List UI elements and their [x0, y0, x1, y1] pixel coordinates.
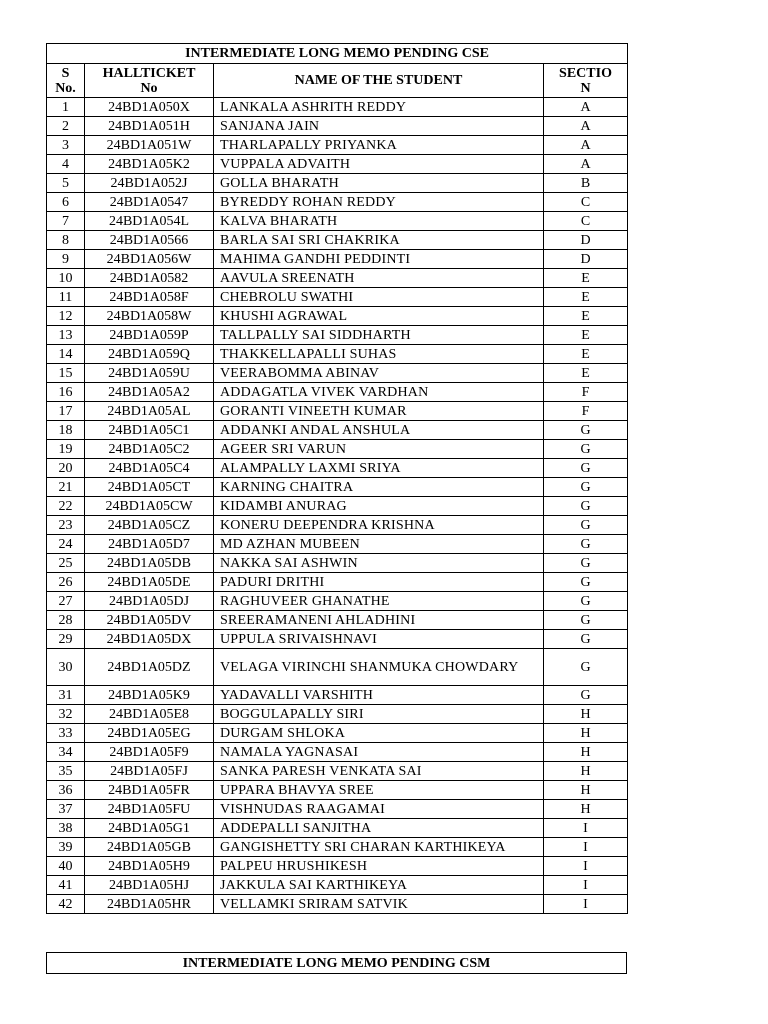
cell-section: G	[544, 630, 628, 649]
cell-sno: 17	[47, 402, 85, 421]
cell-section: G	[544, 459, 628, 478]
cell-section: G	[544, 535, 628, 554]
table-row	[47, 98, 628, 117]
cell-hallticket: 24BD1A05FR	[85, 781, 214, 800]
cell-hallticket: 24BD1A054L	[85, 212, 214, 231]
cell-section: H	[544, 781, 628, 800]
header-sno: S No.	[47, 64, 85, 98]
cell-sno: 9	[47, 250, 85, 269]
csm-table-title: INTERMEDIATE LONG MEMO PENDING CSM	[47, 953, 627, 974]
cell-hallticket: 24BD1A05DZ	[85, 649, 214, 686]
cell-sno: 1	[47, 98, 85, 117]
cell-section: I	[544, 895, 628, 914]
header-section: SECTIO N	[544, 64, 628, 98]
table-row	[47, 554, 628, 573]
cell-sno: 29	[47, 630, 85, 649]
table-row	[47, 288, 628, 307]
cell-section: I	[544, 819, 628, 838]
cell-hallticket: 24BD1A05F9	[85, 743, 214, 762]
cell-student-name: DURGAM SHLOKA	[214, 724, 544, 743]
table-row	[47, 117, 628, 136]
table-row	[47, 762, 628, 781]
cell-student-name: ADDEPALLI SANJITHA	[214, 819, 544, 838]
cell-sno: 22	[47, 497, 85, 516]
cell-section: I	[544, 857, 628, 876]
cell-hallticket: 24BD1A05E8	[85, 705, 214, 724]
cell-sno: 4	[47, 155, 85, 174]
cell-section: F	[544, 383, 628, 402]
cell-hallticket: 24BD1A05C1	[85, 421, 214, 440]
cell-hallticket: 24BD1A05CW	[85, 497, 214, 516]
csm-pending-table	[46, 952, 627, 974]
table-row	[47, 743, 628, 762]
cell-section: D	[544, 250, 628, 269]
cell-hallticket: 24BD1A058W	[85, 307, 214, 326]
cell-sno: 24	[47, 535, 85, 554]
cell-sno: 7	[47, 212, 85, 231]
cell-sno: 36	[47, 781, 85, 800]
cell-section: G	[544, 421, 628, 440]
table-row	[47, 686, 628, 705]
cell-hallticket: 24BD1A05D7	[85, 535, 214, 554]
table-row	[47, 630, 628, 649]
cell-student-name: RAGHUVEER GHANATHE	[214, 592, 544, 611]
cell-student-name: KHUSHI AGRAWAL	[214, 307, 544, 326]
cell-sno: 8	[47, 231, 85, 250]
cell-sno: 34	[47, 743, 85, 762]
table-row	[47, 857, 628, 876]
table-row	[47, 478, 628, 497]
cell-hallticket: 24BD1A05K2	[85, 155, 214, 174]
cell-section: I	[544, 876, 628, 895]
cell-student-name: ADDANKI ANDAL ANSHULA	[214, 421, 544, 440]
cell-student-name: ADDAGATLA VIVEK VARDHAN	[214, 383, 544, 402]
table-row	[47, 819, 628, 838]
cell-student-name: NAKKA SAI ASHWIN	[214, 554, 544, 573]
cell-hallticket: 24BD1A05HJ	[85, 876, 214, 895]
table-row	[47, 459, 628, 478]
cell-hallticket: 24BD1A05K9	[85, 686, 214, 705]
cell-student-name: KALVA BHARATH	[214, 212, 544, 231]
table-row	[47, 212, 628, 231]
cell-student-name: SREERAMANENI AHLADHINI	[214, 611, 544, 630]
cell-hallticket: 24BD1A05DJ	[85, 592, 214, 611]
cell-sno: 38	[47, 819, 85, 838]
cell-hallticket: 24BD1A05DX	[85, 630, 214, 649]
cell-hallticket: 24BD1A051H	[85, 117, 214, 136]
cse-pending-table	[46, 43, 628, 914]
table-row	[47, 781, 628, 800]
table-row	[47, 876, 628, 895]
cell-section: D	[544, 231, 628, 250]
table-row	[47, 174, 628, 193]
cell-student-name: GORANTI VINEETH KUMAR	[214, 402, 544, 421]
cell-hallticket: 24BD1A05C4	[85, 459, 214, 478]
cell-student-name: UPPARA BHAVYA SREE	[214, 781, 544, 800]
cell-student-name: CHEBROLU SWATHI	[214, 288, 544, 307]
cell-section: A	[544, 98, 628, 117]
cse-table-body	[47, 98, 628, 914]
cell-hallticket: 24BD1A05CT	[85, 478, 214, 497]
cell-section: G	[544, 440, 628, 459]
table-row	[47, 364, 628, 383]
header-student-name: NAME OF THE STUDENT	[214, 64, 544, 98]
cell-hallticket: 24BD1A05HR	[85, 895, 214, 914]
cell-hallticket: 24BD1A05AL	[85, 402, 214, 421]
cell-sno: 23	[47, 516, 85, 535]
cell-student-name: THAKKELLAPALLI SUHAS	[214, 345, 544, 364]
cell-sno: 19	[47, 440, 85, 459]
cell-section: C	[544, 193, 628, 212]
table-row	[47, 649, 628, 686]
cell-sno: 6	[47, 193, 85, 212]
cell-student-name: THARLAPALLY PRIYANKA	[214, 136, 544, 155]
cell-student-name: AGEER SRI VARUN	[214, 440, 544, 459]
cell-sno: 11	[47, 288, 85, 307]
cell-sno: 20	[47, 459, 85, 478]
cell-student-name: VUPPALA ADVAITH	[214, 155, 544, 174]
cell-student-name: VELLAMKI SRIRAM SATVIK	[214, 895, 544, 914]
cell-student-name: ALAMPALLY LAXMI SRIYA	[214, 459, 544, 478]
cell-section: H	[544, 705, 628, 724]
table-row	[47, 800, 628, 819]
cell-hallticket: 24BD1A0547	[85, 193, 214, 212]
cell-section: G	[544, 592, 628, 611]
table-row	[47, 895, 628, 914]
cell-sno: 39	[47, 838, 85, 857]
cell-section: G	[544, 497, 628, 516]
cell-hallticket: 24BD1A05DE	[85, 573, 214, 592]
cell-section: H	[544, 800, 628, 819]
cell-student-name: MD AZHAN MUBEEN	[214, 535, 544, 554]
cell-hallticket: 24BD1A05DV	[85, 611, 214, 630]
cell-student-name: BYREDDY ROHAN REDDY	[214, 193, 544, 212]
cell-hallticket: 24BD1A058F	[85, 288, 214, 307]
cell-student-name: MAHIMA GANDHI PEDDINTI	[214, 250, 544, 269]
table-row	[47, 611, 628, 630]
table-row	[47, 193, 628, 212]
cell-sno: 35	[47, 762, 85, 781]
cell-hallticket: 24BD1A05C2	[85, 440, 214, 459]
cell-section: A	[544, 117, 628, 136]
cell-section: B	[544, 174, 628, 193]
cell-sno: 37	[47, 800, 85, 819]
cell-hallticket: 24BD1A059U	[85, 364, 214, 383]
cell-sno: 41	[47, 876, 85, 895]
cell-sno: 14	[47, 345, 85, 364]
cell-sno: 15	[47, 364, 85, 383]
cell-student-name: VELAGA VIRINCHI SHANMUKA CHOWDARY	[214, 649, 544, 686]
cell-hallticket: 24BD1A05DB	[85, 554, 214, 573]
cell-section: I	[544, 838, 628, 857]
cell-student-name: NAMALA YAGNASAI	[214, 743, 544, 762]
cell-hallticket: 24BD1A05H9	[85, 857, 214, 876]
cell-section: C	[544, 212, 628, 231]
cell-student-name: SANJANA JAIN	[214, 117, 544, 136]
cell-sno: 40	[47, 857, 85, 876]
cell-section: E	[544, 345, 628, 364]
cell-section: F	[544, 402, 628, 421]
cell-sno: 26	[47, 573, 85, 592]
cell-hallticket: 24BD1A05CZ	[85, 516, 214, 535]
cell-student-name: UPPULA SRIVAISHNAVI	[214, 630, 544, 649]
cell-student-name: VISHNUDAS RAAGAMAI	[214, 800, 544, 819]
cell-section: E	[544, 307, 628, 326]
cell-section: A	[544, 155, 628, 174]
table-row	[47, 440, 628, 459]
cell-sno: 2	[47, 117, 85, 136]
cell-section: G	[544, 478, 628, 497]
cell-student-name: VEERABOMMA ABINAV	[214, 364, 544, 383]
cell-student-name: JAKKULA SAI KARTHIKEYA	[214, 876, 544, 895]
cell-student-name: BOGGULAPALLY SIRI	[214, 705, 544, 724]
cell-student-name: KIDAMBI ANURAG	[214, 497, 544, 516]
cell-student-name: PADURI DRITHI	[214, 573, 544, 592]
table-row	[47, 535, 628, 554]
cell-student-name: SANKA PARESH VENKATA SAI	[214, 762, 544, 781]
table-row	[47, 250, 628, 269]
cell-section: H	[544, 724, 628, 743]
cell-sno: 28	[47, 611, 85, 630]
cell-section: G	[544, 649, 628, 686]
cell-hallticket: 24BD1A0582	[85, 269, 214, 288]
cell-hallticket: 24BD1A056W	[85, 250, 214, 269]
table-row	[47, 307, 628, 326]
cell-section: E	[544, 364, 628, 383]
cell-student-name: BARLA SAI SRI CHAKRIKA	[214, 231, 544, 250]
cell-section: E	[544, 269, 628, 288]
cell-section: G	[544, 611, 628, 630]
cell-section: G	[544, 554, 628, 573]
table-row	[47, 383, 628, 402]
cell-section: G	[544, 686, 628, 705]
cell-sno: 32	[47, 705, 85, 724]
header-hallticket: HALLTICKET No	[85, 64, 214, 98]
table-row	[47, 516, 628, 535]
table-row	[47, 573, 628, 592]
cell-section: A	[544, 136, 628, 155]
cell-sno: 42	[47, 895, 85, 914]
cell-sno: 31	[47, 686, 85, 705]
cell-student-name: GOLLA BHARATH	[214, 174, 544, 193]
table-row	[47, 592, 628, 611]
cell-hallticket: 24BD1A052J	[85, 174, 214, 193]
cell-hallticket: 24BD1A050X	[85, 98, 214, 117]
cell-hallticket: 24BD1A051W	[85, 136, 214, 155]
table-row	[47, 269, 628, 288]
cell-sno: 30	[47, 649, 85, 686]
table-row	[47, 705, 628, 724]
cell-sno: 3	[47, 136, 85, 155]
table-row	[47, 402, 628, 421]
cell-sno: 33	[47, 724, 85, 743]
table-row	[47, 155, 628, 174]
table-row	[47, 136, 628, 155]
cell-sno: 16	[47, 383, 85, 402]
cell-student-name: AAVULA SREENATH	[214, 269, 544, 288]
table-row	[47, 231, 628, 250]
table-row	[47, 497, 628, 516]
cell-sno: 25	[47, 554, 85, 573]
table-row	[47, 724, 628, 743]
table-row	[47, 421, 628, 440]
cell-section: H	[544, 743, 628, 762]
cell-student-name: GANGISHETTY SRI CHARAN KARTHIKEYA	[214, 838, 544, 857]
cell-section: E	[544, 288, 628, 307]
cell-sno: 18	[47, 421, 85, 440]
cell-sno: 12	[47, 307, 85, 326]
cell-sno: 21	[47, 478, 85, 497]
cell-sno: 13	[47, 326, 85, 345]
cell-hallticket: 24BD1A05EG	[85, 724, 214, 743]
cell-sno: 5	[47, 174, 85, 193]
cell-hallticket: 24BD1A05GB	[85, 838, 214, 857]
cell-section: H	[544, 762, 628, 781]
table-row	[47, 326, 628, 345]
cell-hallticket: 24BD1A05FJ	[85, 762, 214, 781]
cell-student-name: KARNING CHAITRA	[214, 478, 544, 497]
cell-hallticket: 24BD1A059P	[85, 326, 214, 345]
cell-section: G	[544, 573, 628, 592]
cell-sno: 10	[47, 269, 85, 288]
cell-student-name: YADAVALLI VARSHITH	[214, 686, 544, 705]
table-row	[47, 838, 628, 857]
cell-section: E	[544, 326, 628, 345]
cell-student-name: PALPEU HRUSHIKESH	[214, 857, 544, 876]
cell-hallticket: 24BD1A0566	[85, 231, 214, 250]
cse-table-title: INTERMEDIATE LONG MEMO PENDING CSE	[47, 44, 628, 64]
cell-hallticket: 24BD1A05G1	[85, 819, 214, 838]
cell-section: G	[544, 516, 628, 535]
cell-hallticket: 24BD1A05A2	[85, 383, 214, 402]
cell-student-name: LANKALA ASHRITH REDDY	[214, 98, 544, 117]
table-row	[47, 345, 628, 364]
cell-hallticket: 24BD1A059Q	[85, 345, 214, 364]
cell-student-name: TALLPALLY SAI SIDDHARTH	[214, 326, 544, 345]
cell-sno: 27	[47, 592, 85, 611]
cell-student-name: KONERU DEEPENDRA KRISHNA	[214, 516, 544, 535]
cell-hallticket: 24BD1A05FU	[85, 800, 214, 819]
